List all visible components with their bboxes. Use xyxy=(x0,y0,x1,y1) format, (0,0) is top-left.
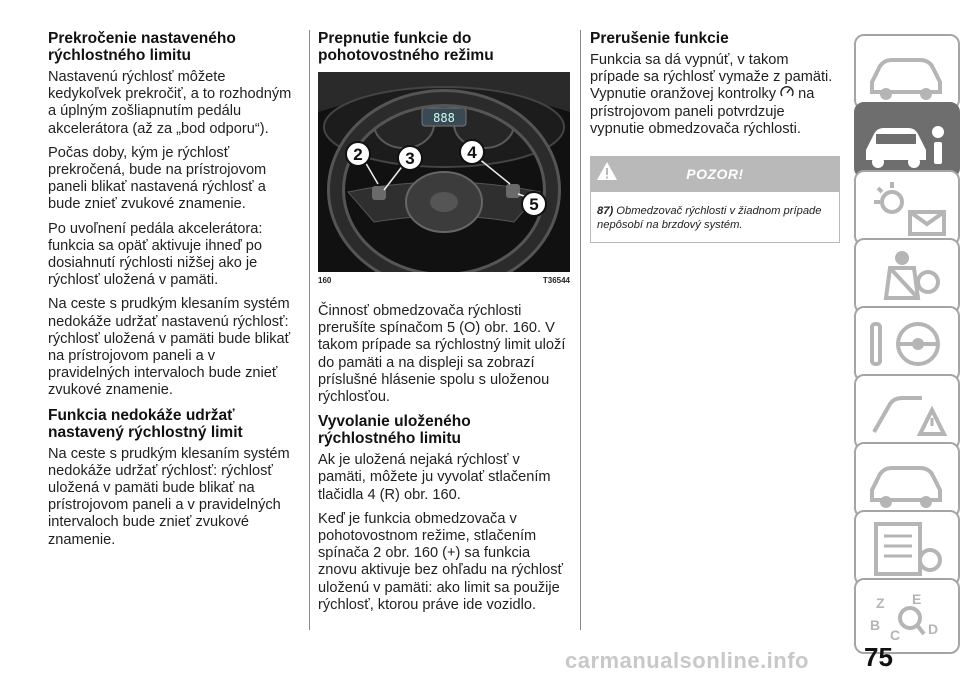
svg-text:4: 4 xyxy=(467,143,477,162)
tab-safety[interactable] xyxy=(854,238,960,314)
tab-warning-lights[interactable] xyxy=(854,170,960,246)
tab-emergency[interactable] xyxy=(854,374,960,450)
watermark: carmanualsonline.info xyxy=(565,648,809,673)
column-divider xyxy=(309,30,310,630)
tab-vehicle-info[interactable] xyxy=(854,102,960,178)
paragraph: Po uvoľnení pedála akcelerátora: funkcia sa opäť aktivuje ihneď po dosiahnutí rýchlosti nižšej ako je rýchlosť uložená v pamäti. xyxy=(48,220,263,289)
column-3 xyxy=(590,30,840,243)
tab-dashboard[interactable] xyxy=(854,34,960,110)
warning-lights-icon xyxy=(862,178,952,238)
figure-caption xyxy=(318,276,570,285)
svg-text:3: 3 xyxy=(405,149,415,168)
svg-text:5: 5 xyxy=(529,195,539,214)
paragraph: Keď je funkcia obmedzovača v pohotovostnom režime, stlačením spínača 2 obr. 160 (+) sa funkcia znovu aktivuje bez ohľadu na rýchlosť uloženú v pamäti: ako limit sa použije rýchlosť, ktorou práve ide vozidlo. xyxy=(318,510,563,613)
callout-2 xyxy=(346,142,370,166)
car-service-icon xyxy=(862,450,952,510)
car-info-icon xyxy=(862,110,952,170)
svg-text:D: D xyxy=(928,621,939,637)
heading-cannot-maintain: Funkcia nedokáže udržať nastavený rýchlostný limit xyxy=(48,406,243,441)
display-readout: 888 xyxy=(433,111,455,125)
data-list-icon xyxy=(862,518,952,578)
paragraph: Činnosť obmedzovača rýchlosti prerušíte spínačom 5 (O) obr. 160. V takom prípade sa rýchlostný limit uloží do pamäti a na displeji sa zobrazí príslušné hlásenie spolu s uloženou rýchlosťou. xyxy=(318,303,566,406)
callout-5 xyxy=(522,192,546,216)
car-dashboard-icon xyxy=(862,42,952,102)
steering-wheel-illustration xyxy=(318,72,570,272)
heading-standby: Prepnutie funkcie do pohotovostného režimu xyxy=(318,30,494,64)
page-number: 75 xyxy=(864,642,893,672)
paragraph: Na ceste s prudkým klesaním systém nedokáže udržať rýchlosť: rýchlosť uložená v pamäti bude blikať na prístrojovom paneli a v pravidelných intervaloch bude znieť zvukové znamenie. xyxy=(48,445,290,548)
emergency-triangle-icon xyxy=(862,382,952,442)
heading-exceeding-limit: Prekročenie nastaveného rýchlostného limitu xyxy=(48,30,236,64)
paragraph: Ak je uložená nejaká rýchlosť v pamäti, môžete ju vyvolať stlačením tlačidla 4 (R) obr. 160. xyxy=(318,452,551,503)
paragraph: Počas doby, kým je rýchlosť prekročená, bude na prístrojovom paneli blikať nastavená rýchlosť a bude znieť zvukové znamenie. xyxy=(48,144,267,213)
speed-limiter-icon xyxy=(780,86,794,98)
column-1 xyxy=(48,30,298,556)
svg-text:E: E xyxy=(912,591,922,607)
tab-technical-data[interactable] xyxy=(854,510,960,586)
figure-number: 160 xyxy=(318,276,332,285)
alphabet-index-icon xyxy=(862,586,952,646)
steering-wheel-key-icon xyxy=(862,314,952,374)
figure-code: T36544 xyxy=(542,276,570,285)
svg-text:Z: Z xyxy=(876,595,885,611)
warning-header xyxy=(590,156,840,192)
column-divider xyxy=(580,30,581,630)
warning-body xyxy=(590,192,840,243)
warning-title: POZOR! xyxy=(686,166,744,183)
svg-text:C: C xyxy=(890,627,901,643)
heading-recall-limit: Vyvolanie uloženého rýchlostného limitu xyxy=(318,413,471,448)
callout-4 xyxy=(460,140,484,164)
steering-wheel-figure xyxy=(318,72,570,272)
paragraph: Funkcia sa dá vypnúť, v takom prípade sa rýchlosť vymaže z pamäti. Vypnutie oranžovej kontrolky na prístrojovom paneli potvrdzuje vypnutie obmedzovača rýchlosti. xyxy=(590,52,833,137)
paragraph: Nastavenú rýchlosť môžete kedykoľvek prekročiť, a to rozhodným a úplným zošliapnutím pedálu akcelerátora (až za „bod odporu“). xyxy=(48,69,292,137)
switch-4-icon xyxy=(506,184,520,198)
heading-interrupt: Prerušenie funkcie xyxy=(590,30,729,47)
tab-starting-driving[interactable] xyxy=(854,306,960,382)
paragraph: Na ceste s prudkým klesaním systém nedokáže udržať nastavenú rýchlosť: rýchlosť uložená v pamäti bude blikať na prístrojovom paneli a v pravidelných intervaloch bude znieť zvukové znamenie. xyxy=(48,296,291,399)
switch-2-icon xyxy=(372,186,386,200)
tab-maintenance[interactable] xyxy=(854,442,960,518)
warning-text: Obmedzovač rýchlosti v žiadnom prípade nepôsobí na brzdový systém. xyxy=(597,205,822,232)
svg-text:B: B xyxy=(870,617,881,633)
warning-number: 87) xyxy=(597,205,614,218)
column-2 xyxy=(318,30,570,621)
svg-text:2: 2 xyxy=(353,145,363,164)
callout-3 xyxy=(398,146,422,170)
seatbelt-icon xyxy=(862,246,952,306)
